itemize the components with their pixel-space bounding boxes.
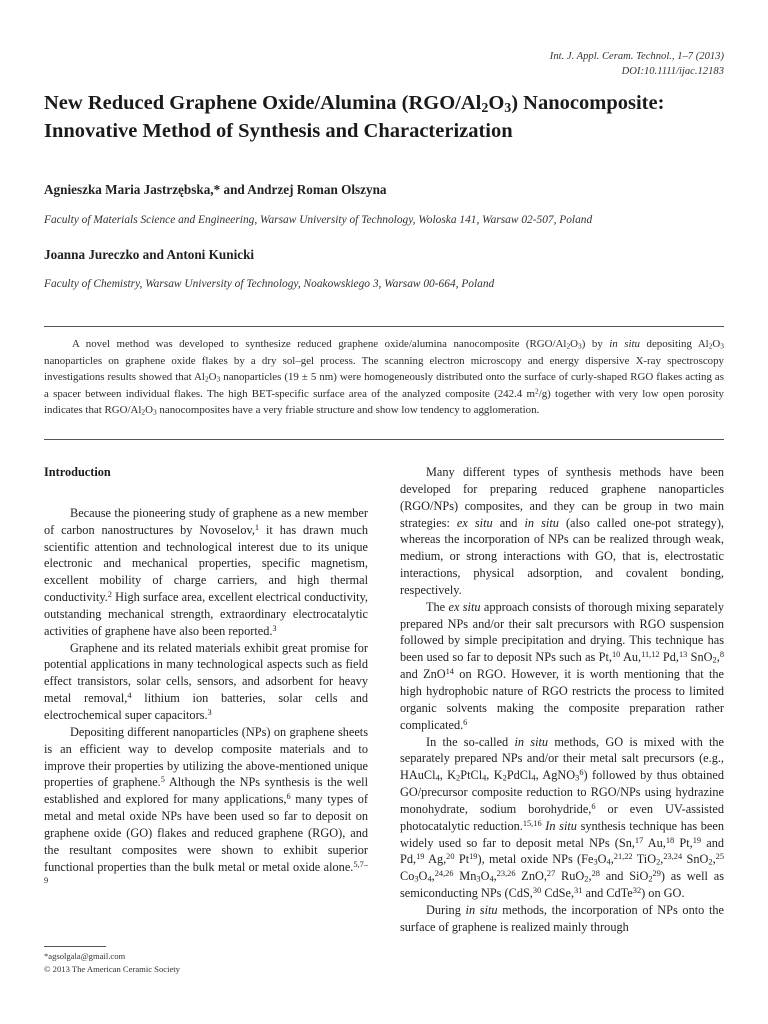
right-paragraph-1: Many different types of synthesis methods have been developed for preparing reduced graphene nanoparticles (RGO/NPs) composites, and they can be group in two main strategies: ex situ and in situ (also called one-pot strategy), whereas the incorporation of NPs can be realized through weak, medium, or strong interactions with GO, that is, electrostatic interactions, physical adsorption, and covalent bonding, respectively. <box>400 465 725 597</box>
journal-reference <box>550 49 724 79</box>
left-paragraph-1: Because the pioneering study of graphene as a new member of carbon nanostructures by Novoselov,$^1$ it has drawn much scientific attention and technological interest due to its unique electronic and mechanical properties, specific magnetism, excellent mobility of charge carriers, and high thermal conductivity.$^2$ High surface area, excellent electrical conductivity, outstanding mechanical strength, extraordinary electrocatalytic activities of graphene have also been reported.$^3$ <box>44 505 369 638</box>
abstract-bottom-rule <box>44 439 724 440</box>
corresponding-email: *agsolgala@gmail.com <box>44 951 126 961</box>
right-paragraph-4: During in situ methods, the incorporation of NPs onto the surface of graphene is realized mainly through <box>400 902 725 934</box>
footnote <box>44 950 180 975</box>
abstract-top-rule <box>44 326 724 327</box>
affiliation-2: Faculty of Chemistry, Warsaw University of Technology, Noakowskiego 3, Warsaw 00-664, Poland <box>44 278 495 290</box>
abstract: A novel method was developed to synthesize reduced graphene oxide/alumina nanocomposite $(RGO/Al_2O_3)$ by in situ depositing $Al_2O_3$ nanoparticles on graphene oxide flakes by a dry sol–gel process. The scanning electron microscopy and energy dispersive X-ray spectroscopy investigations results showed that $Al_2O_3$ nanoparticles (19 ± 5 nm) were homogeneously distributed onto the surface of curly-shaped RGO flakes acting as a spacer between individual flakes. The high BET-specific surface area of the analyzed composite (242.4 $m^2/g$) together with very low open porosity indicates that RGO/$Al_2O_3$ nanocomposites have a very friable structure and show low tendency to agglomeration. <box>44 338 725 417</box>
left-paragraph-3: Depositing different nanoparticles (NPs) on graphene sheets is an efficient way to develop composite materials and to improve their properties by utilizing the above-mentioned unique properties of graphene.$^5$ Although the NPs synthesis is the well established and explored for many applications,$^6$ many types of metal and metal oxide NPs have been used so far to deposit on graphene oxide (GO) flakes and reduced graphene (RGO), and the resultant composites were shown to exhibit superior functional properties than the bulk metal or metal oxide alone.$^{5,7-9}$ <box>44 724 368 886</box>
footnote-rule <box>44 946 106 947</box>
doi: DOI:10.1111/ijac.12183 <box>621 66 724 77</box>
author-line-2: Joanna Jureczko and Antoni Kunicki <box>44 247 255 262</box>
journal-citation: Int. J. Appl. Ceram. Technol., 1–7 (2013) <box>549 51 724 62</box>
right-paragraph-2: The ex situ approach consists of thorough mixing separately prepared NPs and/or their salt precursors with RGO suspension followed by simple precipitation and drying. This technique has been used so far to deposit NPs such as Pt,$^{10}$ Au,$^{11,12}$ Pd,$^{13}$ SnO$_2$,$^8$ and ZnO$^{14}$ on RGO. However, it is worth mentioning that the high hydrophobic nature of RGO restricts the process to limited organic solvents making the composite preparation rather complicated.$^6$ <box>400 599 725 732</box>
left-column <box>44 464 368 892</box>
left-paragraph-2: Graphene and its related materials exhibit great promise for potential applications in many technological aspects such as field effect transistors, solar cells, sensors, and adsorbent for heavy metal removal,$^4$ lithium ion batteries, solar cells and electrochemical super capacitors.$^3$ <box>44 640 368 722</box>
author-line-1: Agnieszka Maria Jastrzębska,* and Andrzej Roman Olszyna <box>44 182 387 197</box>
copyright-notice: © 2013 The American Ceramic Society <box>44 963 180 974</box>
affiliation-1: Faculty of Materials Science and Engineering, Warsaw University of Technology, Woloska 141, Warsaw 02-507, Poland <box>44 214 593 226</box>
paper-title: New Reduced Graphene Oxide/Alumina $(RGO/Al_2O_3)$ Nanocomposite: Innovative Method of Synthesis and Characterization <box>44 92 665 142</box>
right-column <box>400 464 724 936</box>
right-paragraph-3: In the so-called in situ methods, GO is mixed with the separately prepared NPs and/or their metal salt precursors (e.g., HAuCl$_4$, $K_2PtCl_4$, $K_2PdCl_4$, AgNO$_3^6$) followed by thus obtained GO/precursor composite reduction to RGO/NPs using hydrazine monohydrate, sodium borohydride,$^6$ or even UV-assisted photocatalytic reduction.$^{15,16}$ In situ synthesis technique has been widely used so far to deposit metal NPs (Sn,$^{17}$ Au,$^{18}$ Pt,$^{19}$ and Pd,$^{19}$ Ag,$^{20}$ Pt$^{19}$), metal oxide NPs ($Fe_3O_4,^{21,22}$ TiO$_2$,$^{23,24}$ SnO$_2$,$^{25}$ $Co_3O_4,^{24,26}$ $Mn_3O_4,^{23,26}$ ZnO,$^{27}$ RuO$_2$,$^{28}$ and SiO$_2^{29}$) as well as semiconducting NPs (CdS,$^{30}$ CdSe,$^{31}$ and CdTe$^{32}$) on GO. <box>400 734 725 901</box>
section-heading-introduction: Introduction <box>44 465 111 479</box>
